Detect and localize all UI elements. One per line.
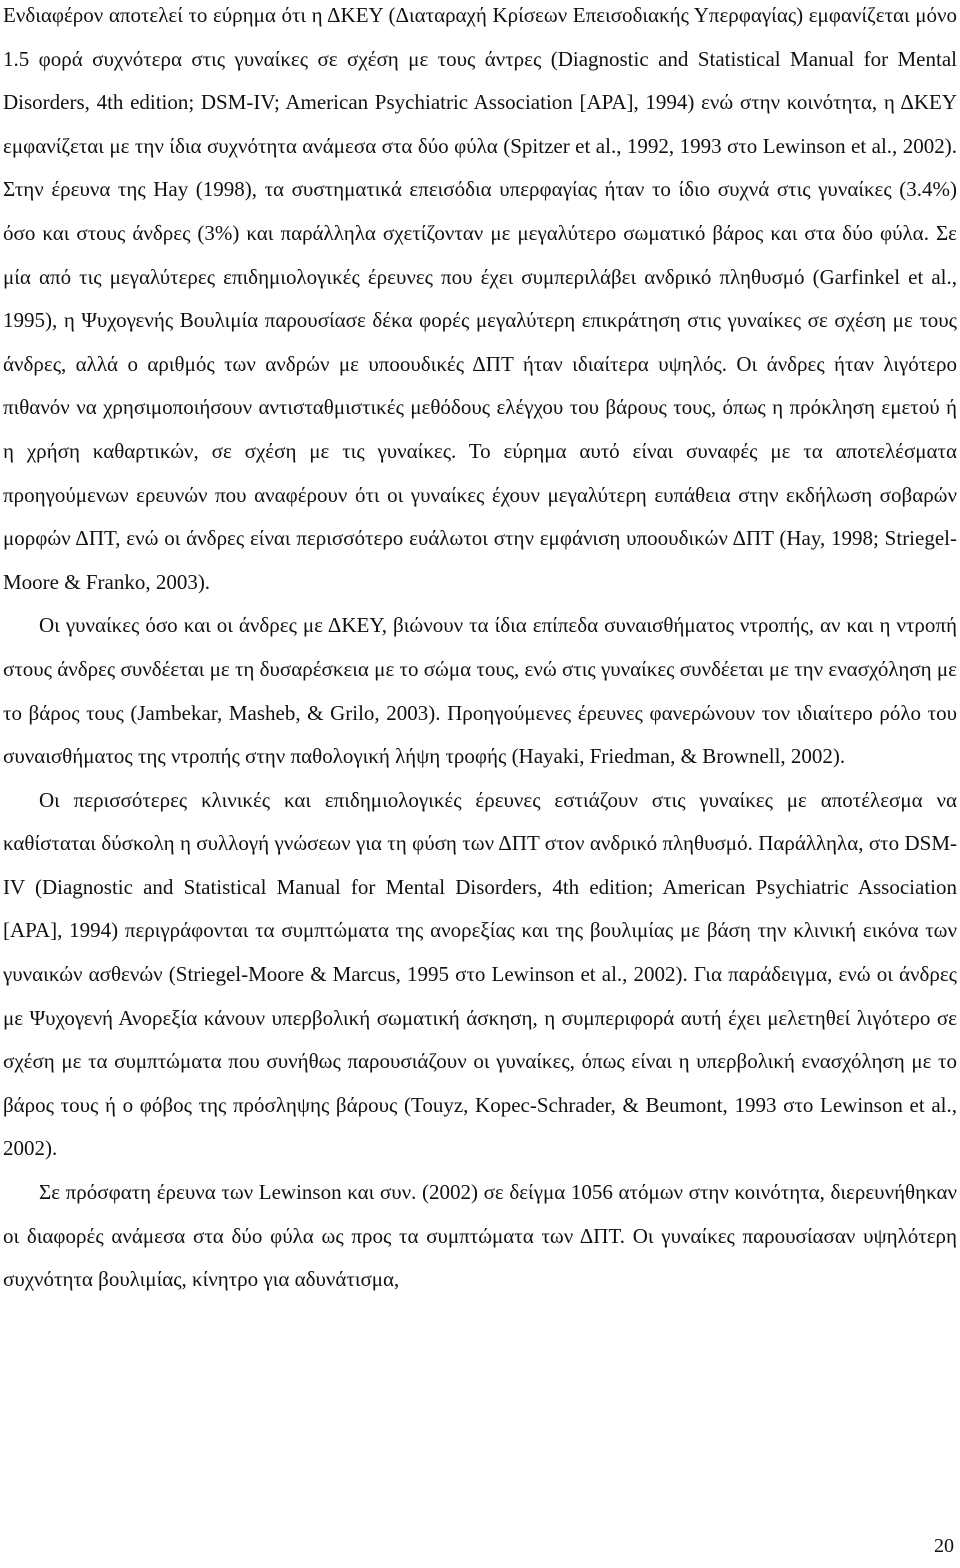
paragraph-3: Οι περισσότερες κλινικές και επιδημιολογικές έρευνες εστιάζουν στις γυναίκες με αποτέλεσμα να καθίσταται δύσκολη η συλλογή γνώσεων για τη φύση των ΔΠΤ στον ανδρικό πληθυσμό. Παράλληλα, στο DSM-IV (Diagnostic and Statistical Manual for Mental Disorders, 4th edition; American Psychiatric Association [APA], 1994) περιγράφονται τα συμπτώματα της ανορεξίας και της βουλιμίας με βάση την κλινική εικόνα των γυναικών ασθενών (Striegel-Moore & Marcus, 1995 στο Lewinson et al., 2002). Για παράδειγμα, ενώ οι άνδρες με Ψυχογενή Ανορεξία κάνουν υπερβολική σωματική άσκηση, η συμπεριφορά αυτή έχει μελετηθεί λιγότερο σε σχέση με τα συμπτώματα που συνήθως παρουσιάζουν οι γυναίκες, όπως είναι η υπερβολική ενασχόληση με το βάρος τους ή ο φόβος της πρόσληψης βάρους (Touyz, Kopec-Schrader, & Beumont, 1993 στο Lewinson et al., 2002). [3, 787, 957, 1161]
paragraph-4: Σε πρόσφατη έρευνα των Lewinson και συν. (2002) σε δείγμα 1056 ατόμων στην κοινότητα, διερευνήθηκαν οι διαφορές ανάμεσα στα δύο φύλα ως προς τα συμπτώματα των ΔΠΤ. Οι γυναίκες παρουσίασαν υψηλότερη συχνότητα βουλιμίας, κίνητρο για αδυνάτισμα, [3, 1180, 957, 1292]
page-number: 20 [934, 1535, 954, 1557]
paragraph-1: Ενδιαφέρον αποτελεί το εύρημα ότι η ΔΚΕΥ (Διαταραχή Κρίσεων Επεισοδιακής Υπερφαγίας) εμφανίζεται μόνο 1.5 φορά συχνότερα στις γυναίκες σε σχέση με τους άντρες (Diagnostic and Statistical Manual for Mental Disorders, 4th edition; DSM-IV; American Psychiatric Association [APA], 1994) ενώ στην κοινότητα, η ΔΚΕΥ εμφανίζεται με την ίδια συχνότητα ανάμεσα στα δύο φύλα (Spitzer et al., 1992, 1993 στο Lewinson et al., 2002). Στην έρευνα της Hay (1998), τα συστηματικά επεισόδια υπερφαγίας ήταν το ίδιο συχνά στις γυναίκες (3.4%) όσο και στους άνδρες (3%) και παράλληλα σχετίζονταν με μεγαλύτερο σωματικό βάρος και στα δύο φύλα. Σε μία από τις μεγαλύτερες επιδημιολογικές έρευνες που έχει συμπεριλάβει ανδρικό πληθυσμό (Garfinkel et al., 1995), η Ψυχογενής Βουλιμία παρουσίασε δέκα φορές μεγαλύτερη επικράτηση στις γυναίκες σε σχέση με τους άνδρες, αλλά ο αριθμός των ανδρών με υποουδικές ΔΠΤ ήταν ιδιαίτερα υψηλός. Οι άνδρες ήταν λιγότερο πιθανόν να χρησιμοποιήσουν αντισταθμιστικές μεθόδους ελέγχου του βάρους τους, όπως η πρόκληση εμετού ή η χρήση καθαρτικών, σε σχέση με τις γυναίκες. Το εύρημα αυτό είναι συναφές με τα αποτελέσματα προηγούμενων ερευνών που αναφέρουν ότι οι γυναίκες έχουν μεγαλύτερη ευπάθεια στην εκδήλωση σοβαρών μορφών ΔΠΤ, ενώ οι άνδρες είναι περισσότερο ευάλωτοι στην εμφάνιση υποουδικών ΔΠΤ (Hay, 1998; Striegel-Moore & Franko, 2003). [3, 3, 957, 594]
document-body [3, 0, 957, 1302]
paragraph-2: Οι γυναίκες όσο και οι άνδρες με ΔΚΕΥ, βιώνουν τα ίδια επίπεδα συναισθήματος ντροπής, αν και η ντροπή στους άνδρες συνδέεται με τη δυσαρέσκεια με το σώμα τους, ενώ στις γυναίκες συνδέεται με την ενασχόληση με το βάρος τους (Jambekar, Masheb, & Grilo, 2003). Προηγούμενες έρευνες φανερώνουν τον ιδιαίτερο ρόλο του συναισθήματος της ντροπής στην παθολογική λήψη τροφής (Hayaki, Friedman, & Brownell, 2002). [3, 613, 957, 769]
